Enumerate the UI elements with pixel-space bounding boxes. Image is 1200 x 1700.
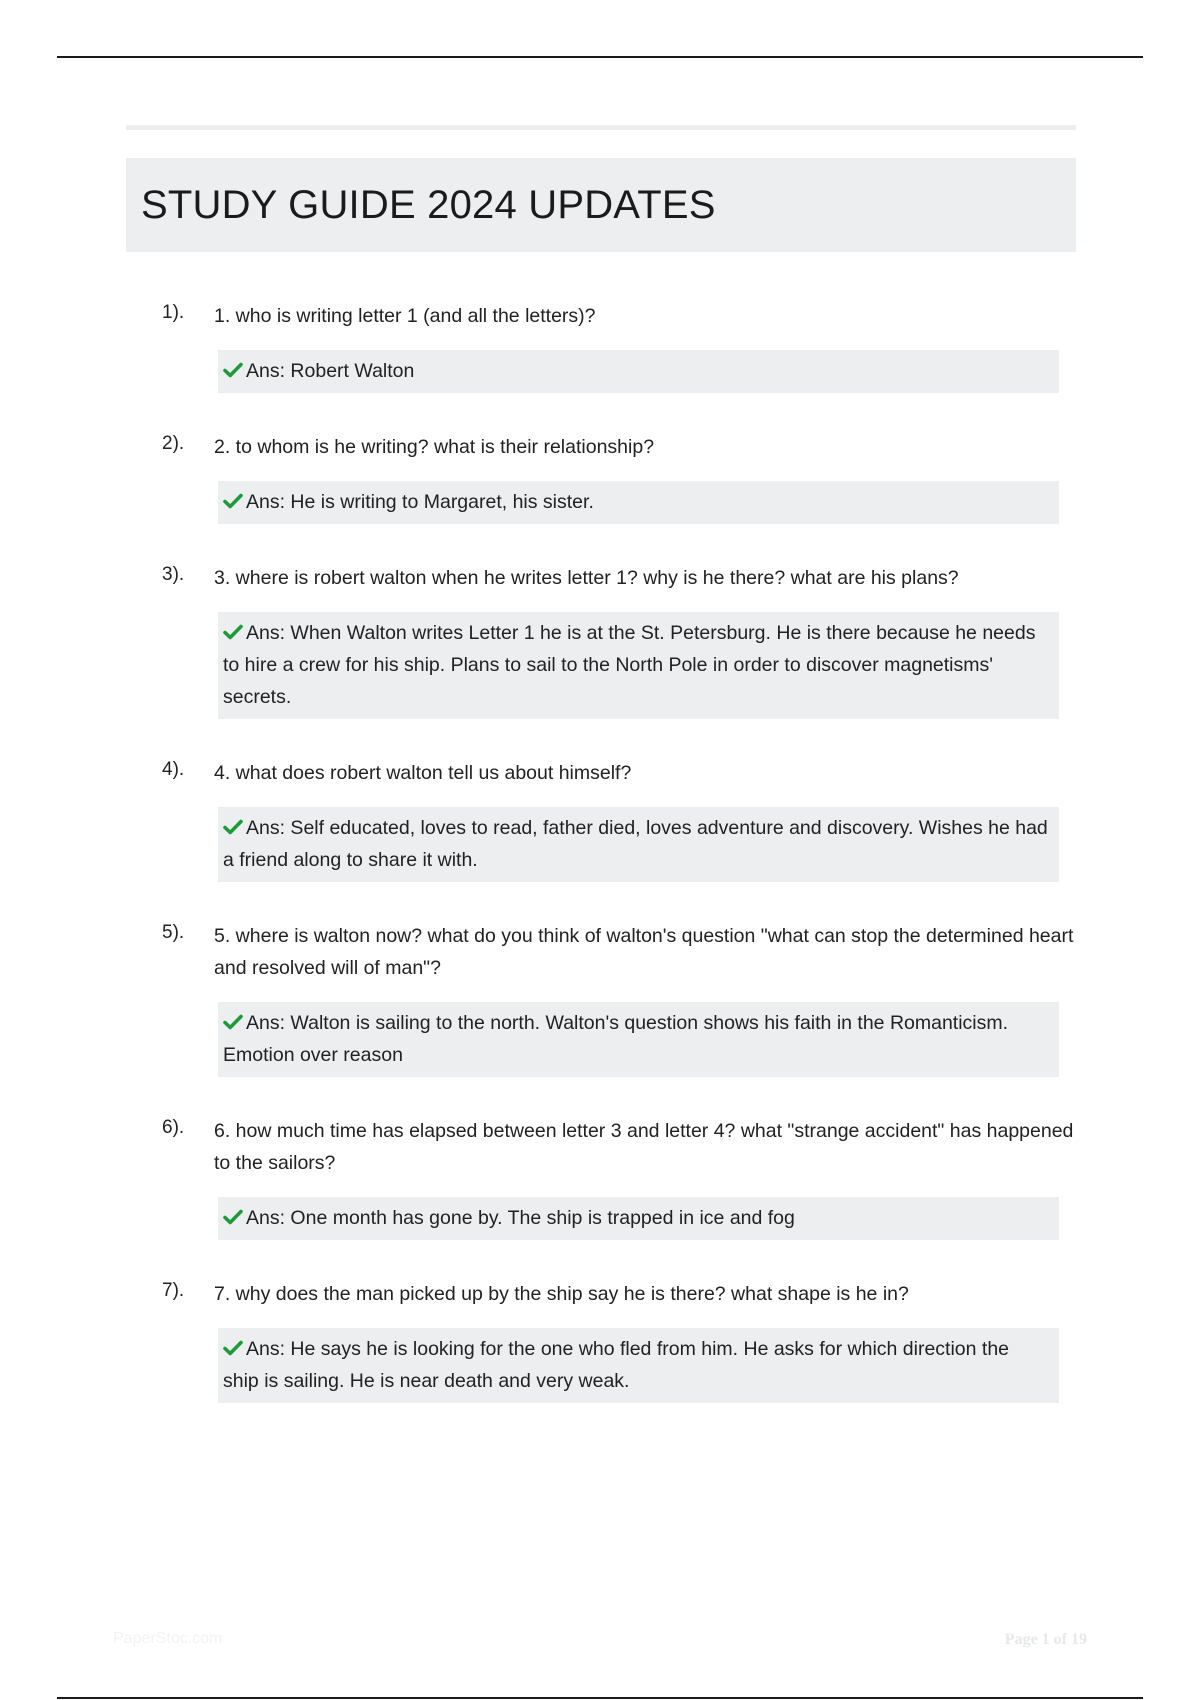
answer-text: Ans: One month has gone by. The ship is trapped in ice and fog (246, 1207, 795, 1229)
document-content (126, 125, 1076, 1441)
question-number: 4). (162, 759, 185, 780)
answer-box (218, 1197, 1059, 1240)
question-number: 3). (162, 564, 185, 585)
footer-watermark: PaperStoc.com (113, 1630, 223, 1647)
question-text: 4. what does robert walton tell us about himself? (214, 762, 632, 784)
answer-box (218, 350, 1059, 393)
question-number: 5). (162, 922, 185, 943)
question-text: 3. where is robert walton when he writes letter 1? why is he there? what are his plans? (214, 567, 959, 589)
header-divider (126, 125, 1076, 130)
question-item (126, 920, 1076, 1077)
question-text: 2. to whom is he writing? what is their relationship? (214, 436, 655, 458)
answer-text: Ans: Walton is sailing to the north. Walton's question shows his faith in the Romanticism. Emotion over reason (223, 1012, 1009, 1066)
checkmark-icon (223, 1008, 243, 1024)
answer-text: Ans: He is writing to Margaret, his sister. (246, 491, 594, 513)
checkmark-icon (223, 1334, 243, 1350)
answer-text: Ans: He says he is looking for the one who fled from him. He asks for which direction the ship is sailing. He is near death and very weak. (223, 1338, 1010, 1392)
checkmark-icon (223, 813, 243, 829)
checkmark-icon (223, 1203, 243, 1219)
title-banner (126, 158, 1076, 252)
question-item (126, 562, 1076, 719)
question-number: 2). (162, 433, 185, 454)
answer-box (218, 1328, 1059, 1403)
checkmark-icon (223, 487, 243, 503)
bottom-rule (57, 1697, 1143, 1699)
answer-text: Ans: Robert Walton (246, 360, 415, 382)
top-rule (57, 56, 1143, 58)
answer-text: Ans: Self educated, loves to read, father died, loves adventure and discovery. Wishes he had a friend along to share it with. (223, 817, 1048, 871)
question-text: 7. why does the man picked up by the ship say he is there? what shape is he in? (214, 1283, 909, 1305)
question-item (126, 431, 1076, 524)
answer-box (218, 481, 1059, 524)
page-number: Page 1 of 19 (1004, 1631, 1087, 1648)
checkmark-icon (223, 618, 243, 634)
question-list (126, 300, 1076, 1403)
question-item (126, 300, 1076, 393)
question-text: 6. how much time has elapsed between letter 3 and letter 4? what "strange accident" has happened to the sailors? (214, 1120, 1074, 1174)
question-text: 1. who is writing letter 1 (and all the letters)? (214, 305, 596, 327)
document-title: STUDY GUIDE 2024 UPDATES (141, 182, 716, 227)
question-text: 5. where is walton now? what do you think of walton's question "what can stop the determined heart and resolved will of man"? (214, 925, 1074, 979)
answer-box (218, 1002, 1059, 1077)
question-number: 1). (162, 302, 185, 323)
question-item (126, 1115, 1076, 1240)
answer-box (218, 807, 1059, 882)
checkmark-icon (223, 356, 243, 372)
question-item (126, 757, 1076, 882)
question-number: 6). (162, 1117, 185, 1138)
answer-text: Ans: When Walton writes Letter 1 he is at the St. Petersburg. He is there because he needs to hire a crew for his ship. Plans to sail to the North Pole in order to discover magnetisms' secrets. (223, 622, 1036, 708)
answer-box (218, 612, 1059, 719)
question-item (126, 1278, 1076, 1403)
question-number: 7). (162, 1280, 185, 1301)
